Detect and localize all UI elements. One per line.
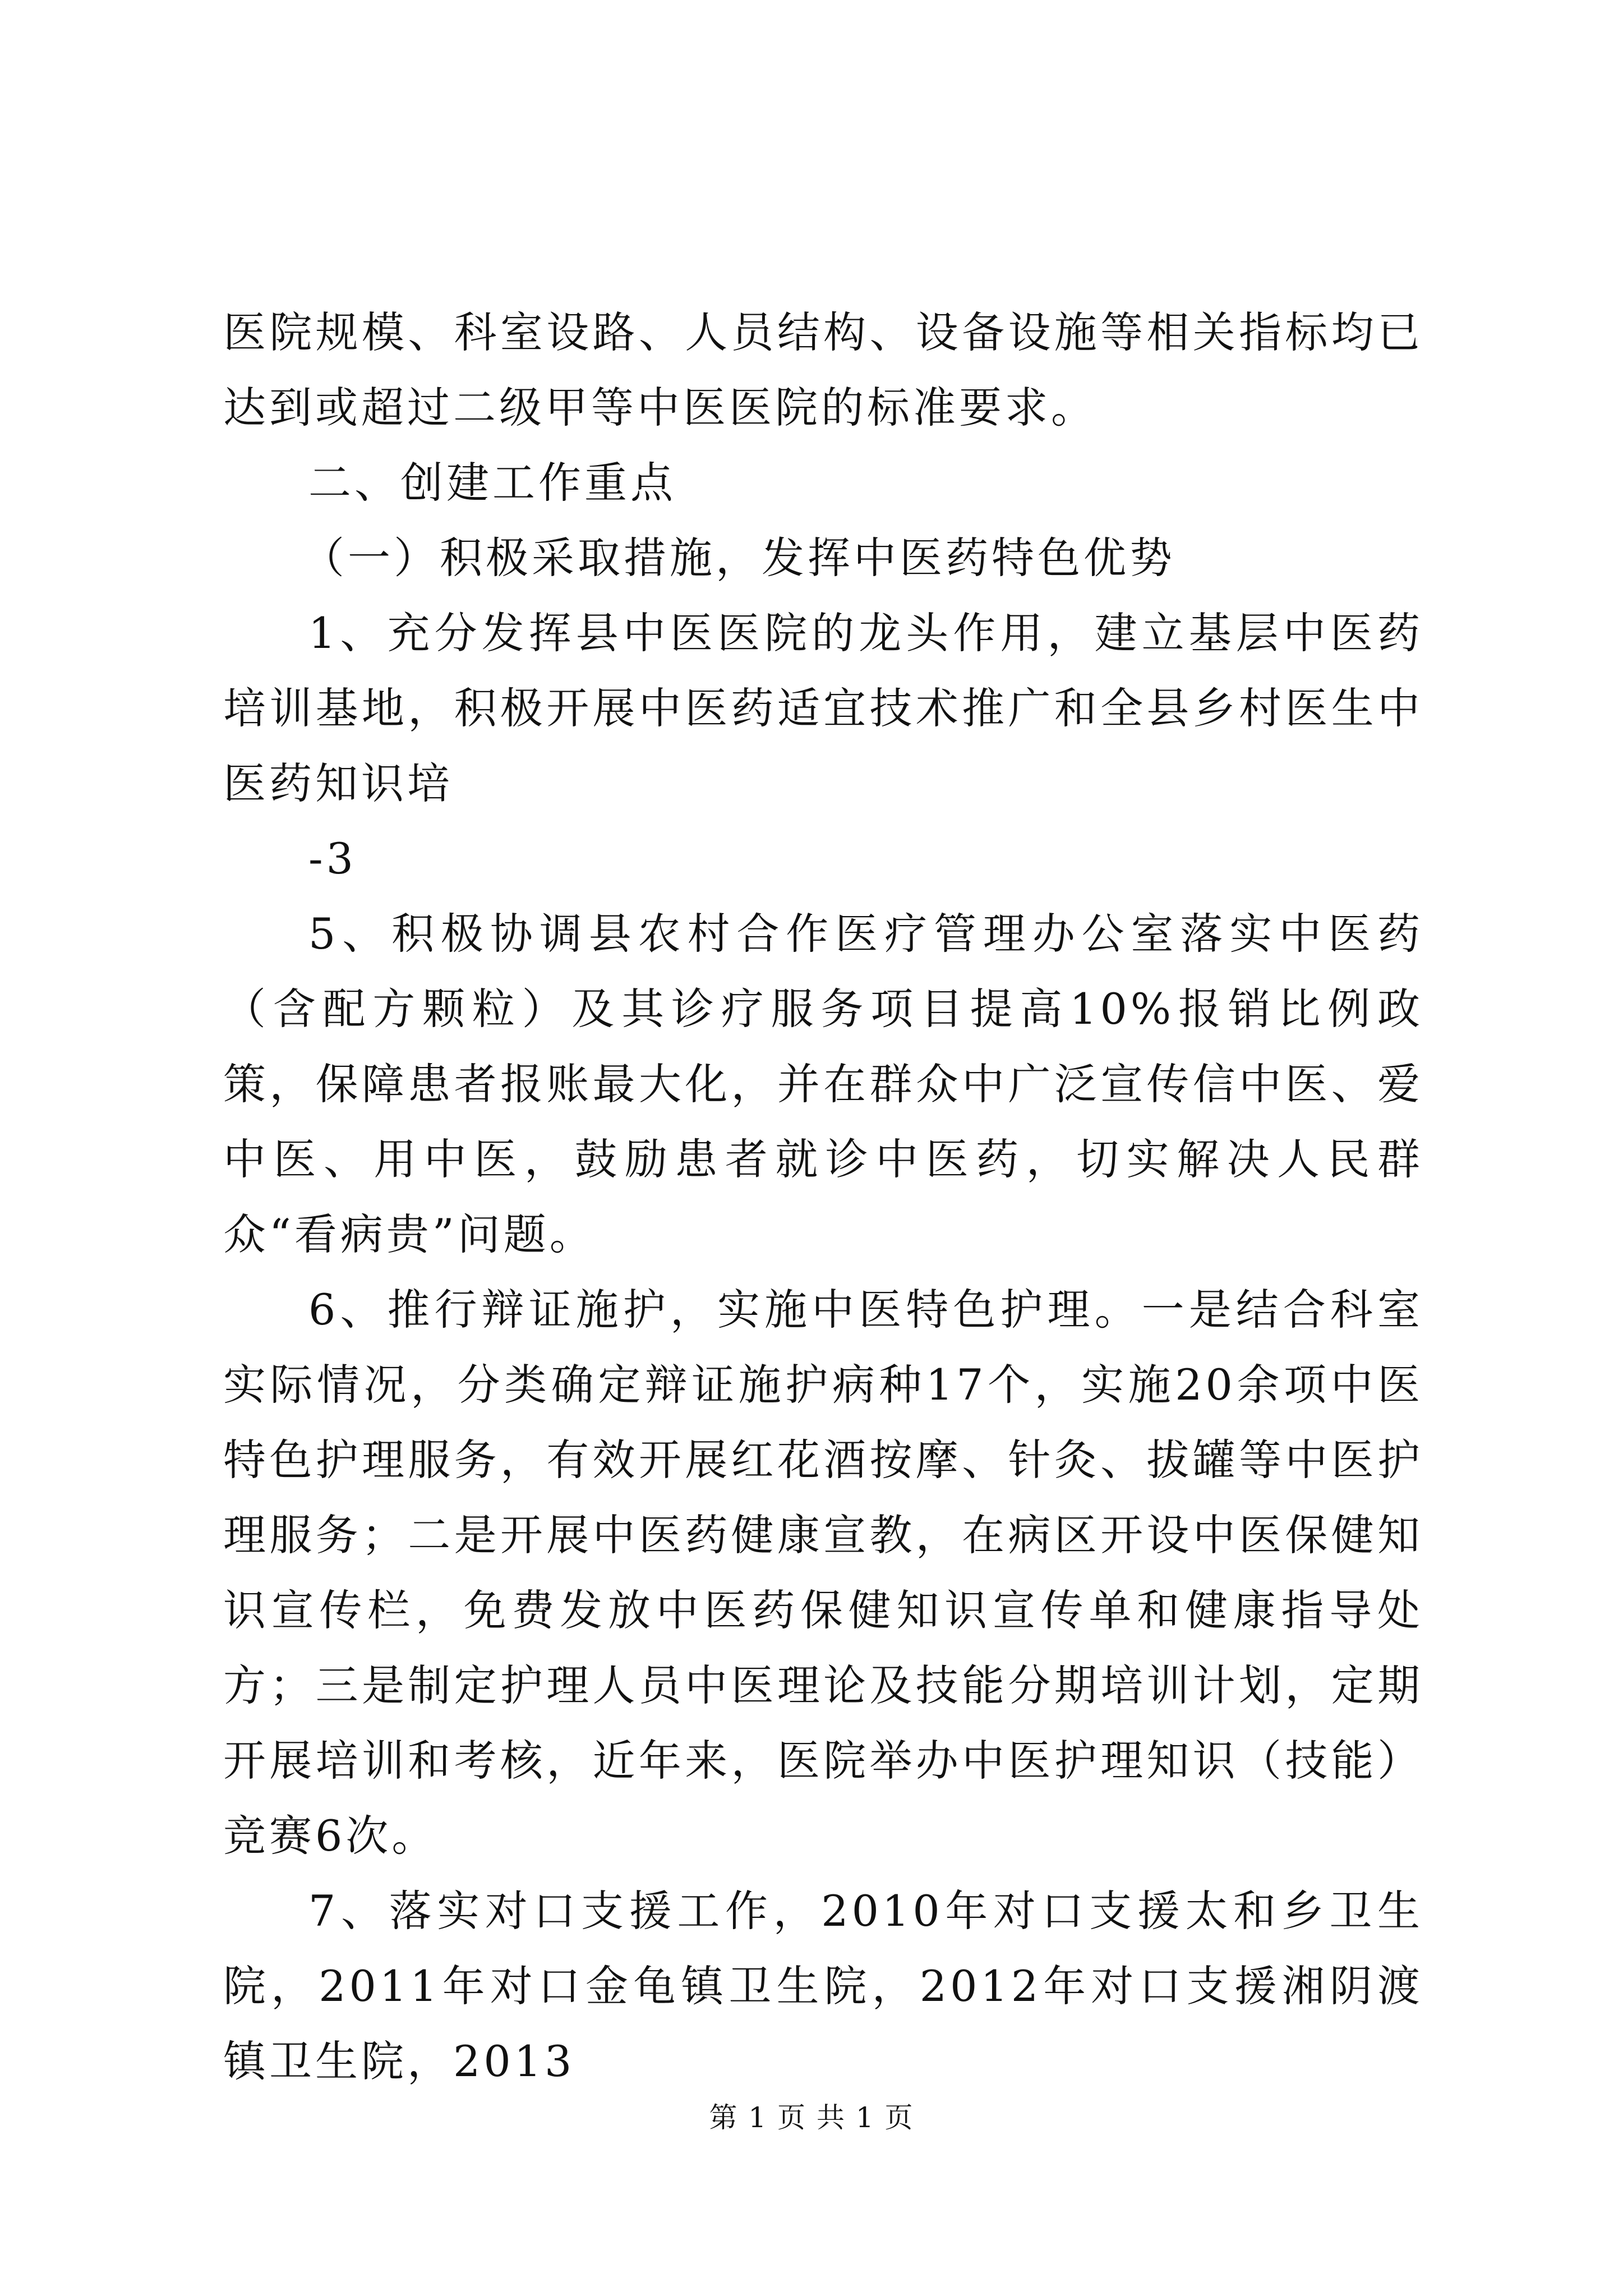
- paragraph-hospital-scale: 医院规模、科室设路、人员结构、设备设施等相关指标均已达到或超过二级甲等中医医院的标准要求。: [223, 307, 1423, 432]
- subsection-heading-tcm-advantage: （一）积极采取措施，发挥中医药特色优势: [302, 533, 1175, 583]
- section-heading-key-work: 二、创建工作重点: [308, 458, 676, 508]
- paragraph-item-7: 7、落实对口支援工作，2010年对口支援太和乡卫生院，2011年对口金龟镇卫生院，2012年对口支援湘阴渡镇卫生院，2013: [223, 1886, 1423, 2086]
- paragraph-item-6: 6、推行辩证施护，实施中医特色护理。一是结合科室实际情况，分类确定辩证施护病种17个，实施20余项中医特色护理服务，有效开展红花酒按摩、针灸、拔罐等中医护理服务；二是开展中医药健康宣教，在病区开设中医保健知识宣传栏，免费发放中医药保健知识宣传单和健康指导处方；三是制定护理人员中医理论及技能分期培训计划，定期开展培训和考核，近年来，医院举办中医护理知识（技能）竞赛6次。: [223, 1285, 1423, 1861]
- page-footer: 第 1 页 共 1 页: [709, 2101, 914, 2134]
- paragraph-item-5: 5、积极协调县农村合作医疗管理办公室落实中医药（含配方颗粒）及其诊疗服务项目提高10%报销比例政策，保障患者报账最大化，并在群众中广泛宣传信中医、爱中医、用中医，鼓励患者就诊中医药，切实解决人民群众“看病贵”问题。: [223, 909, 1423, 1259]
- page-marker: -3: [308, 834, 357, 884]
- document-body: [223, 295, 1423, 2099]
- paragraph-item-1: 1、充分发挥县中医医院的龙头作用，建立基层中医药培训基地，积极开展中医药适宜技术推广和全县乡村医生中医药知识培: [223, 608, 1423, 808]
